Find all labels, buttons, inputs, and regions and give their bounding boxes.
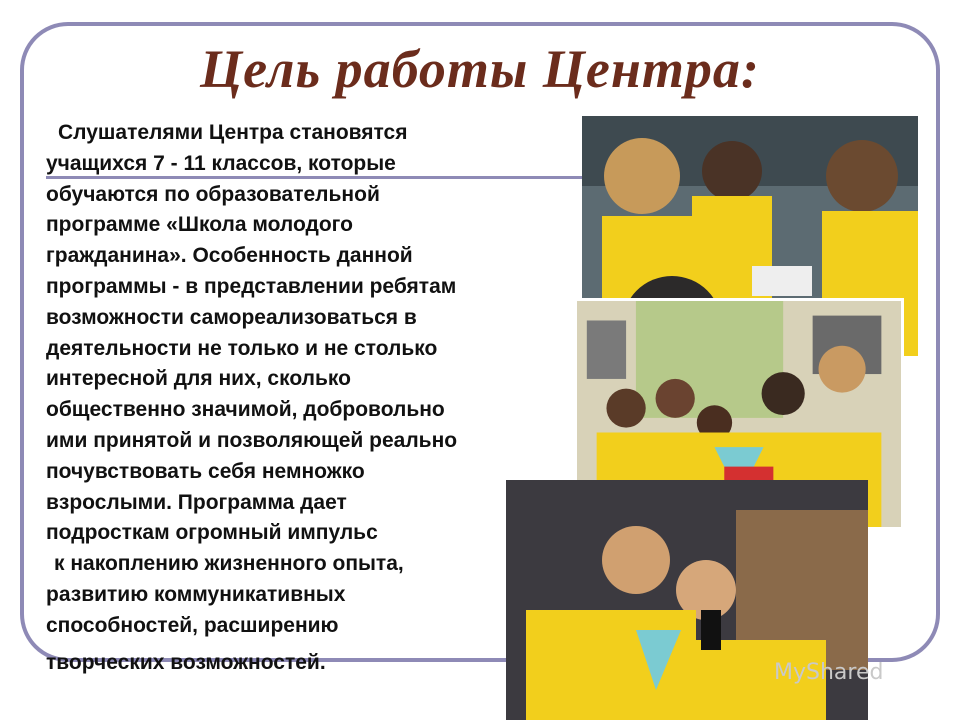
text-line: программы - в представлении ребятам — [46, 274, 457, 298]
text-line: интересной для них, сколько — [46, 367, 351, 391]
text-line: Слушателями Центра становятся — [58, 121, 408, 144]
text-line: программе «Школа молодого — [46, 213, 353, 237]
watermark-logo: MyShared — [774, 660, 884, 685]
text-line: взрослыми. Программа дает — [46, 490, 347, 514]
text-line: почувствовать себя немножко — [46, 459, 365, 483]
text-line: деятельности не только и не столько — [46, 336, 438, 360]
text-line: подросткам огромный импульс — [46, 521, 378, 545]
body-paragraph — [46, 118, 586, 678]
text-line: способностей, расширению — [46, 613, 339, 637]
text-line: гражданина». Особенность данной — [46, 244, 413, 268]
text-line: общественно значимой, добровольно — [46, 398, 445, 422]
text-line: обучаются по образовательной — [46, 182, 380, 206]
slide-title: Цель работы Центра: — [200, 39, 760, 99]
text-line: развитию коммуникативных — [46, 582, 346, 606]
text-line: учащихся 7 - 11 классов, которые — [46, 151, 396, 175]
text-line: возможности самореализоваться в — [46, 305, 417, 329]
text-line: к накоплению жизненного опыта, — [54, 552, 404, 576]
text-line: ими принятой и позволяющей реально — [46, 428, 458, 452]
text-line: творческих возможностей. — [46, 650, 326, 674]
